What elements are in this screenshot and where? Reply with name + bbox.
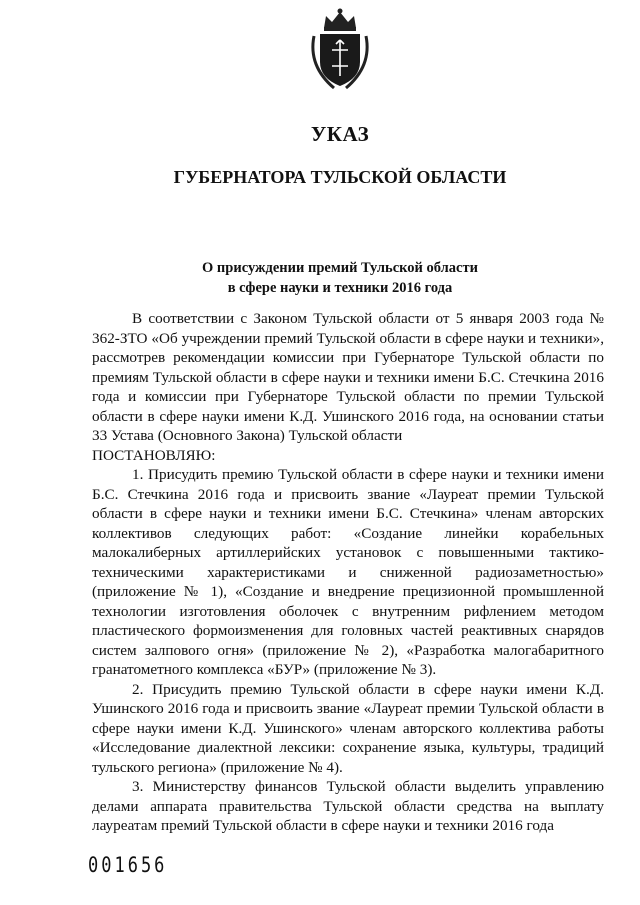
- decree-item: 3. Министерству финансов Тульской области выделить управлению делами аппарата правительства Тульской области средства на выплату лауреатам премий Тульской области в сфере науки и техники 2016 года: [92, 778, 604, 834]
- decree-subject: [120, 258, 560, 298]
- decree-body: [92, 309, 604, 836]
- serial-number: 001656: [88, 853, 168, 878]
- decree-item: 2. Присудить премию Тульской области в сфере науки имени К.Д. Ушинского 2016 года и присвоить звание «Лауреат премии Тульской области в сфере науки имени К.Д. Ушинского» членам авторского коллектива работы «Исследование диалектной лексики: сохранение языка, культуры, традиций тульского региона» (приложение № 4).: [92, 680, 604, 776]
- decree-issuer: ГУБЕРНАТОРА ТУЛЬСКОЙ ОБЛАСТИ: [173, 167, 507, 187]
- preamble-paragraph: В соответствии с Законом Тульской области от 5 января 2003 года № 362-ЗТО «Об учреждении премий Тульской области в сфере науки и техники», рассмотрев рекомендации комиссии при Губернаторе Тульской области по премиям Тульской области в сфере науки и техники имени Б.С. Стечкина 2016 года и комиссии при Губернаторе Тульской области по премии Тульской области в сфере науки имени К.Д. Ушинского 2016 года, на основании статьи 33 Устава (Основного Закона) Тульской области: [92, 310, 604, 444]
- subject-line: О присуждении премий Тульской области: [202, 260, 478, 276]
- subject-line: в сфере науки и техники 2016 года: [227, 280, 453, 296]
- tula-coat-of-arms-icon: [304, 6, 376, 92]
- decree-word: ПОСТАНОВЛЯЮ:: [92, 446, 216, 464]
- decree-title: УКАЗ: [310, 122, 370, 146]
- decree-item: 1. Присудить премию Тульской области в сфере науки и техники имени Б.С. Стечкина 2016 года и присвоить звание «Лауреат премии Тульской области в сфере науки и техники имени Б.С. Стечкина» членам авторских коллективов следующих работ: «Создание линейки корабельных малокалиберных артиллерийских установок с повышенными тактико-техническими характеристиками и сниженной радиозаметностью» (приложение № 1), «Создание и внедрение прецизионной промышленной технологии изготовления оболочек с внутренним рифлением методом пластического формоизменения для головных частей реактивных снарядов систем залпового огня» (приложение № 2), «Разработка малогабаритного гранатометного комплекса «БУР» (приложение № 3).: [92, 466, 604, 678]
